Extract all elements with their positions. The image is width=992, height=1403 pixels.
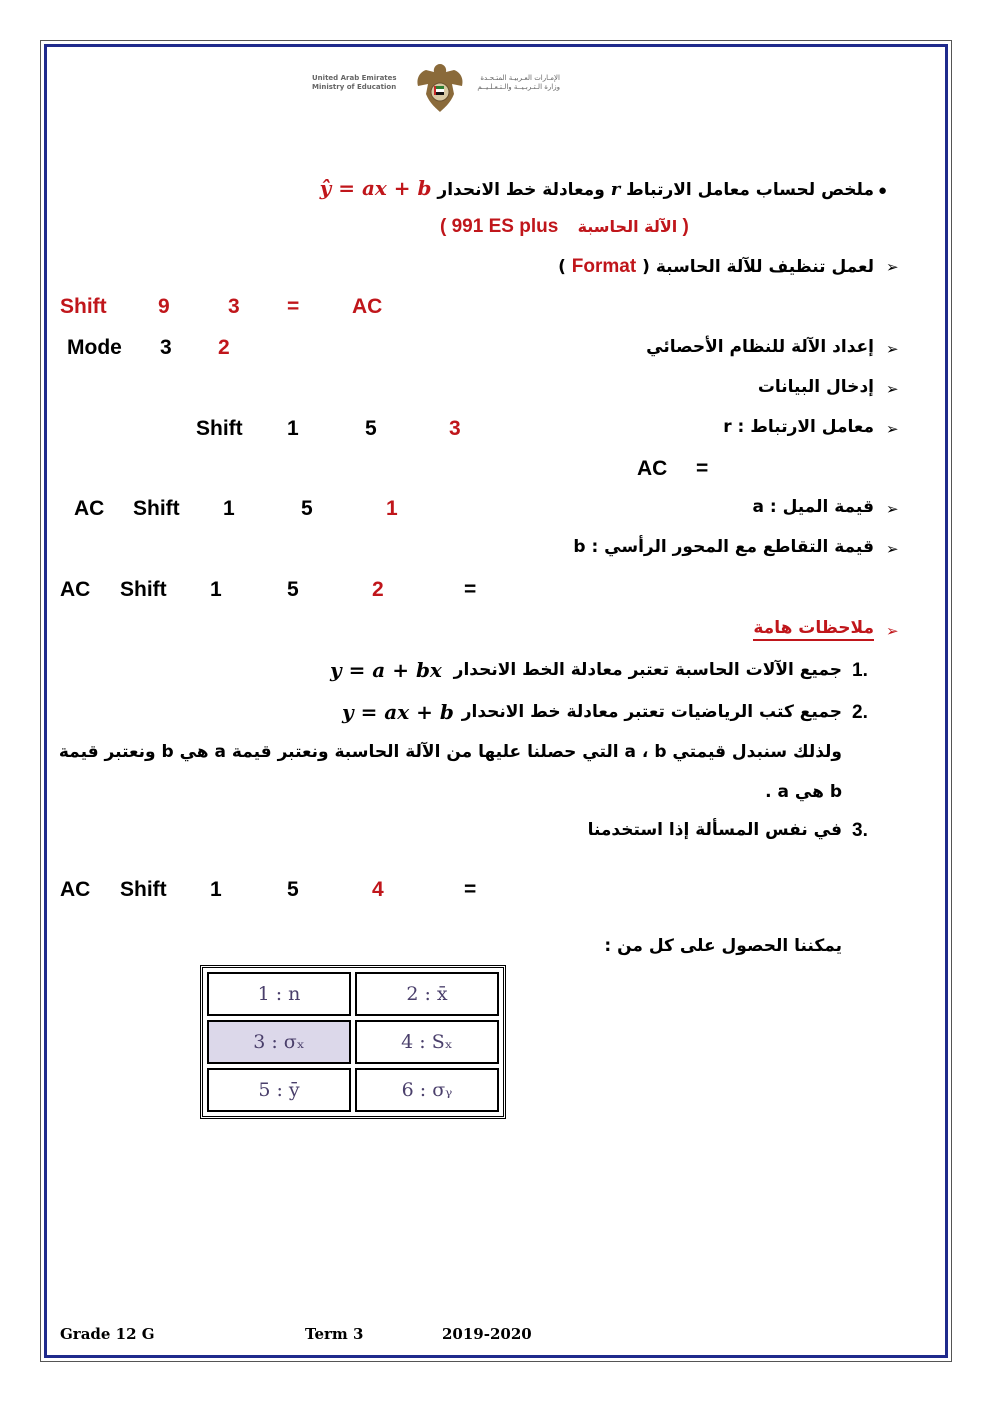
data-entry-label: إدخال البيانات [757, 377, 874, 397]
table-row [207, 1020, 499, 1064]
key-shift: Shift [120, 878, 167, 901]
r-label: معامل الارتباط : r [723, 417, 874, 437]
key-ac: AC [352, 295, 383, 318]
key-3: 3 [160, 336, 172, 359]
note1-text: جميع الآلات الحاسبة تعتبر معادلة الخط الانحدار [453, 660, 842, 680]
swap-note-line1: ولذلك سنبدل قيمتي a ، b التي حصلنا عليها من الآلة الحاسبة ونعتبر قيمة a هي b ونعتبر قيمة [58, 742, 842, 762]
emblem-icon [414, 60, 466, 116]
footer-year: 2019-2020 [442, 1325, 532, 1343]
ministry-name-en: United Arab Emirates Ministry of Education [312, 74, 397, 91]
check-arrow-icon: ➢ [886, 622, 899, 640]
key-shift: Shift [196, 417, 243, 440]
summary-title-mid: ومعادلة خط الانحدار [437, 180, 605, 200]
key-9: 9 [158, 295, 170, 318]
key-5: 5 [287, 578, 299, 601]
key-5: 5 [287, 878, 299, 901]
obtain-text: يمكننا الحصول على كل من : [604, 936, 842, 956]
table-row [207, 1068, 499, 1112]
calculator-model: 991 ES plus [451, 216, 559, 237]
bullet-icon: ● [878, 182, 888, 199]
check-arrow-icon: ➢ [886, 420, 899, 438]
key-equals: = [696, 457, 709, 480]
note1-number: 1. [852, 660, 868, 681]
key-shift: Shift [60, 295, 107, 318]
table-row [207, 972, 499, 1016]
summary-title-line [320, 176, 874, 200]
page-frame-inner [44, 44, 948, 1358]
check-arrow-icon: ➢ [886, 380, 899, 398]
key-shift: Shift [133, 497, 180, 520]
r-symbol: r [610, 179, 621, 200]
calculator-label: الآلة الحاسبة [577, 217, 678, 236]
key-1: 1 [287, 417, 299, 440]
note1-equation: y = a + bx [330, 658, 442, 682]
table-cell: 1 : n [207, 972, 351, 1016]
a-label: قيمة الميل : a [752, 497, 874, 517]
stats-table [200, 965, 506, 1119]
table-cell: 6 : σᵧ [355, 1068, 499, 1112]
check-arrow-icon: ➢ [886, 500, 899, 518]
format-word: Format [571, 256, 637, 277]
format-line: لعمل تنظيف للآلة الحاسبة ( Format ) [558, 256, 874, 277]
note2-equation: y = ax + b [342, 700, 454, 724]
key-ac: AC [60, 878, 91, 901]
key-3: 3 [449, 417, 461, 440]
footer-term: Term 3 [305, 1325, 364, 1343]
key-4: 4 [372, 878, 384, 901]
notes-heading: ملاحظات هامة [753, 618, 874, 641]
key-mode: Mode [67, 336, 122, 359]
key-1: 1 [223, 497, 235, 520]
key-5: 5 [365, 417, 377, 440]
note3-text: في نفس المسألة إذا استخدمنا [587, 820, 842, 840]
note2-number: 2. [852, 702, 868, 723]
summary-equation: ŷ = ax + b [319, 176, 432, 200]
stat-mode-label: إعداد الآلة للنظام الأحصائي [646, 337, 874, 357]
key-ac: AC [637, 457, 668, 480]
check-arrow-icon: ➢ [886, 258, 899, 276]
table-cell: 3 : σₓ [207, 1020, 351, 1064]
key-1: 1 [210, 578, 222, 601]
table-cell: 2 : x̄ [355, 972, 499, 1016]
key-equals: = [464, 578, 477, 601]
ministry-name-ar: الإمـارات العـربيـة المتـحـدة وزارة الـتـربـيــة والـتـعـلـيــم [477, 74, 560, 91]
key-1: 1 [210, 878, 222, 901]
key-ac: AC [74, 497, 105, 520]
key-3: 3 [228, 295, 240, 318]
note3-number: 3. [852, 820, 868, 841]
summary-title: ملخص لحساب معامل الارتباط [626, 180, 874, 200]
calculator-model-line: ( 991 ES plus الآلة الحاسبة ) [440, 216, 689, 237]
swap-note-line2: b هي a . [765, 782, 842, 802]
table-cell: 5 : ȳ [207, 1068, 351, 1112]
key-equals: = [464, 878, 477, 901]
note2-text: جميع كتب الرياضيات تعتبر معادلة خط الانحدار [461, 702, 842, 722]
format-label: لعمل تنظيف للآلة الحاسبة [655, 257, 874, 277]
key-5: 5 [301, 497, 313, 520]
key-2: 2 [372, 578, 384, 601]
key-2: 2 [218, 336, 230, 359]
table-cell: 4 : Sₓ [355, 1020, 499, 1064]
check-arrow-icon: ➢ [886, 340, 899, 358]
footer-grade: Grade 12 G [60, 1325, 155, 1343]
b-label: قيمة التقاطع مع المحور الرأسي : b [573, 537, 874, 557]
key-equals: = [287, 295, 300, 318]
key-1: 1 [386, 497, 398, 520]
check-arrow-icon: ➢ [886, 540, 899, 558]
key-shift: Shift [120, 578, 167, 601]
key-ac: AC [60, 578, 91, 601]
